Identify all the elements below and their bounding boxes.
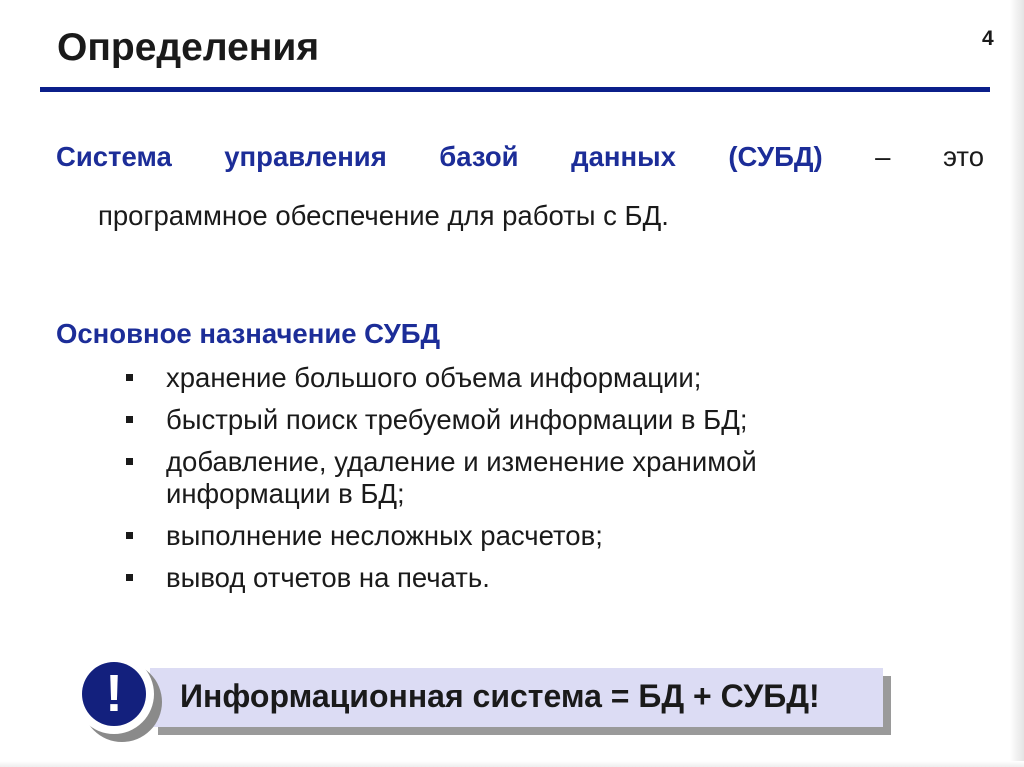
definition-word: Система (56, 141, 172, 172)
definition-word: управления (224, 141, 387, 172)
square-bullet-icon (126, 374, 133, 381)
list-item (122, 404, 842, 436)
slide-edge-shadow-bottom (0, 761, 1024, 767)
list-item (122, 446, 842, 510)
purpose-heading: Основное назначение СУБД (56, 318, 441, 349)
square-bullet-icon (126, 532, 133, 539)
definition-first-line (56, 141, 984, 173)
list-item (122, 562, 842, 594)
slide-title: Определения (57, 26, 320, 69)
list-item (122, 520, 842, 552)
list-item (122, 362, 842, 394)
list-item-text: добавление, удаление и изменение хранимой информации в БД; (166, 446, 757, 509)
definition-word: базой (439, 141, 519, 172)
list-item-text: выполнение несложных расчетов; (166, 520, 603, 551)
definition-word: данных (571, 141, 676, 172)
definition-continuation: программное обеспечение для работы с БД. (98, 200, 669, 231)
slide-edge-shadow (1010, 0, 1024, 767)
list-item-text: хранение большого объема информации; (166, 362, 702, 393)
list-item-text: быстрый поиск требуемой информации в БД; (166, 404, 748, 435)
definition-word: это (942, 141, 984, 172)
square-bullet-icon (126, 574, 133, 581)
page-number: 4 (982, 27, 994, 50)
callout-text: Информационная система = БД + СУБД! (180, 678, 820, 714)
list-item-text: вывод отчетов на печать. (166, 562, 490, 593)
exclamation-glyph: ! (82, 662, 146, 726)
definition-word: (СУБД) (728, 141, 823, 172)
purpose-list (122, 362, 842, 604)
exclamation-icon (74, 654, 154, 734)
definition-dash: – (875, 141, 891, 172)
title-underline (40, 87, 990, 92)
square-bullet-icon (126, 458, 133, 465)
square-bullet-icon (126, 416, 133, 423)
